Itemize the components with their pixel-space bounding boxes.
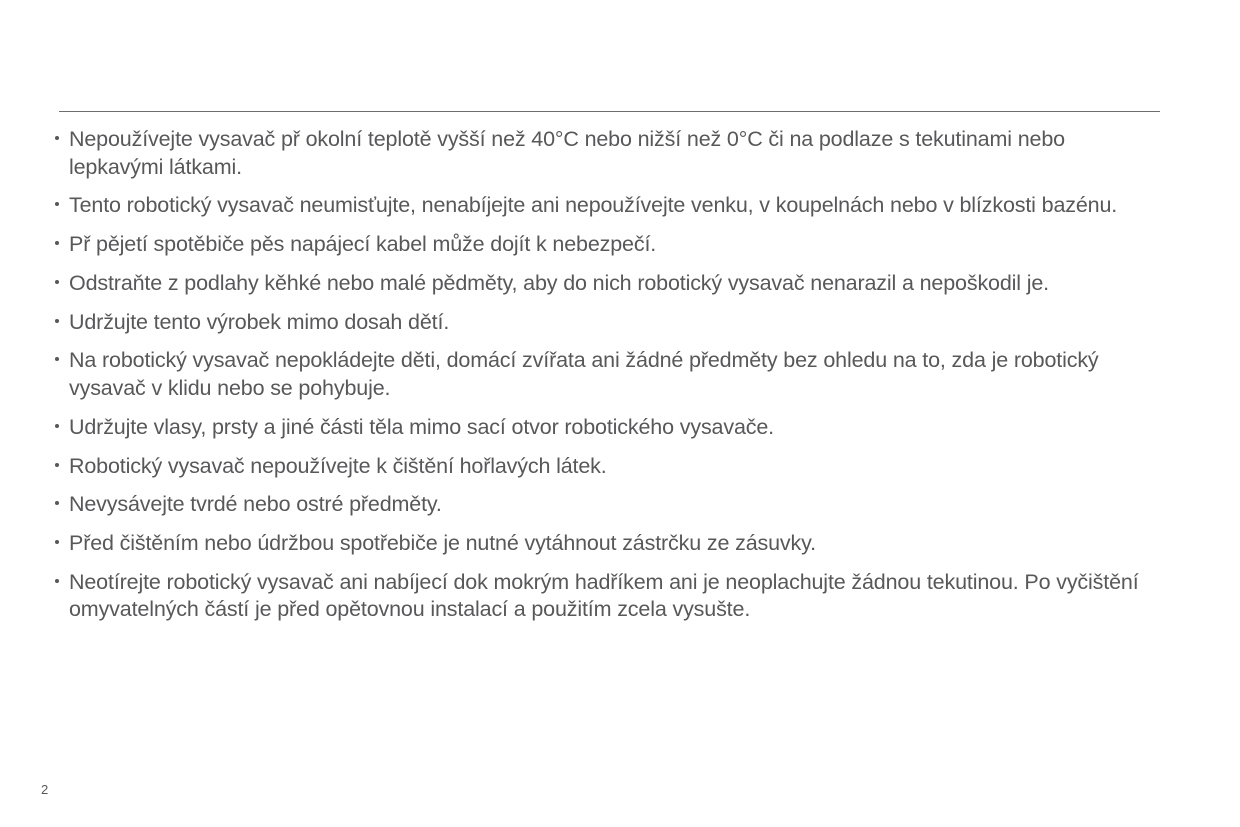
- list-item-text: Robotický vysavač nepoužívejte k čištění hořlavých látek.: [69, 453, 607, 478]
- bullet-icon: [55, 280, 59, 284]
- list-item: [54, 569, 1154, 624]
- list-item: [54, 530, 1154, 558]
- bullet-icon: [55, 319, 59, 323]
- list-item: [54, 491, 1154, 519]
- header-rule: [59, 111, 1160, 112]
- list-item-text: Nevysávejte tvrdé nebo ostré předměty.: [69, 492, 442, 517]
- list-item-text: Udržujte vlasy, prsty a jiné části těla mimo sací otvor robotického vysavače.: [69, 414, 774, 439]
- list-item-text: Př pějetí spotěbiče pěs napájecí kabel může dojít k nebezpečí.: [69, 232, 657, 257]
- list-item: [54, 270, 1154, 298]
- bullet-icon: [55, 540, 59, 544]
- list-item: [54, 309, 1154, 337]
- bullet-icon: [55, 501, 59, 505]
- safety-instructions-list: [54, 126, 1154, 635]
- bullet-icon: [55, 463, 59, 467]
- list-item-text: Tento robotický vysavač neumisťujte, nenabíjejte ani nepoužívejte venku, v koupelnách nebo v blízkosti bazénu.: [69, 193, 1118, 218]
- list-item-text: Odstraňte z podlahy kěhké nebo malé pědměty, aby do nich robotický vysavač nenarazil a nepoškodil je.: [69, 270, 1049, 295]
- list-item: [54, 414, 1154, 442]
- bullet-icon: [55, 357, 59, 361]
- list-item: [54, 192, 1154, 220]
- bullet-icon: [55, 579, 59, 583]
- bullet-icon: [55, 202, 59, 206]
- list-item-text: Na robotický vysavač nepokládejte děti, domácí zvířata ani žádné předměty bez ohledu na to, zda je robotický vysavač v klidu nebo se pohybuje.: [69, 348, 1099, 400]
- list-item: [54, 453, 1154, 481]
- page-number: 2: [41, 782, 49, 797]
- list-item-text: Neotírejte robotický vysavač ani nabíjecí dok mokrým hadříkem ani je neoplachujte žádnou tekutinou. Po vyčištění omyvatelných částí je před opětovnou instalací a použitím zcela vysušte.: [69, 569, 1139, 622]
- bullet-icon: [55, 241, 59, 245]
- list-item: [54, 231, 1154, 259]
- bullet-icon: [55, 424, 59, 428]
- list-item: [54, 347, 1154, 402]
- list-item-text: Před čištěním nebo údržbou spotřebiče je nutné vytáhnout zástrčku ze zásuvky.: [69, 531, 816, 556]
- list-item-text: Nepoužívejte vysavač př okolní teplotě vyšší než 40°C nebo nižší než 0°C či na podlaze s tekutinami nebo lepkavými látkami.: [69, 127, 1065, 179]
- list-item: [54, 126, 1154, 181]
- list-item-text: Udržujte tento výrobek mimo dosah dětí.: [69, 309, 450, 334]
- bullet-icon: [55, 136, 59, 140]
